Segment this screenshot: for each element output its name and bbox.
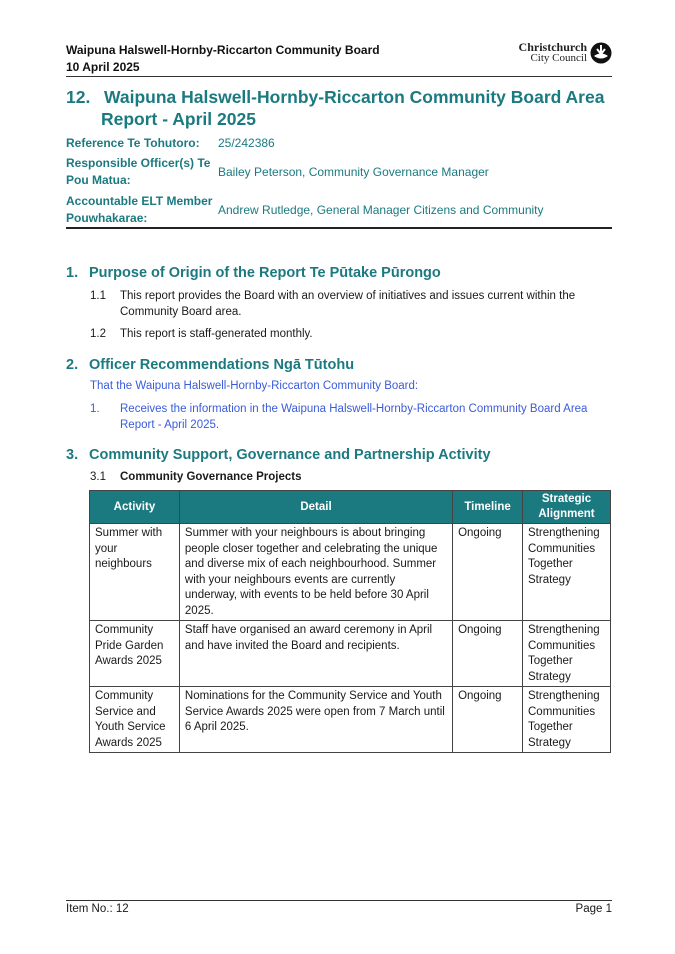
paragraph-text: This report provides the Board with an overview of initiatives and issues current within the Community Board area. [120,290,576,318]
section-3-heading [66,446,491,464]
section-3-title: Community Support, Governance and Partnership Activity [89,447,491,463]
report-title [66,86,612,130]
elt-value: Andrew Rutledge, General Manager Citizens and Community [218,202,544,217]
reference-label: Reference Te Tohutoro: [66,136,200,150]
section-1-heading [66,264,441,282]
page-number: Page 1 [575,903,612,915]
header-activity: Activity [90,491,180,524]
logo-line-2: City Council [530,52,587,64]
reference-value: 25/242386 [218,136,275,150]
page-header [66,42,612,76]
cell-timeline: Ongoing [453,524,523,621]
officer-value: Bailey Peterson, Community Governance Manager [218,164,489,179]
section-2-number: 2. [66,357,79,373]
item-number: Item No.: 12 [66,903,129,915]
cell-activity: Summer with your neighbours [90,524,180,621]
cell-alignment: Strengthening Communities Together Strategy [523,621,611,687]
paragraph-number: 1.2 [90,328,106,340]
officer-label: Responsible Officer(s) Te Pou Matua: [66,156,211,187]
elt-label: Accountable ELT Member Pouwhakarae: [66,194,213,225]
logo-line-1: Christchurch [518,40,587,54]
section-1-number: 1. [66,265,79,281]
header-divider [66,76,612,77]
recommendation-1 [90,401,610,433]
section-3-number: 3. [66,447,79,463]
section-2-heading [66,356,354,374]
cell-detail: Summer with your neighbours is about bringing people closer together and celebrating the unique and diverse mix of each neighbourhood. Summer with your neighbours events are currently underway, with events to be held before 30 April 2025. [179,524,452,621]
cell-activity: Community Service and Youth Service Awards 2025 [90,687,180,753]
cell-detail: Nominations for the Community Service and Youth Service Awards 2025 were open from 7 March until 6 April 2025. [179,687,452,753]
header-detail: Detail [179,491,452,524]
table-header-row [90,491,611,524]
header-timeline: Timeline [453,491,523,524]
table-row [90,524,611,621]
cell-timeline: Ongoing [453,621,523,687]
table-row [90,687,611,753]
meeting-date: 10 April 2025 [66,60,140,74]
report-title-line-1: Waipuna Halswell-Hornby-Riccarton Community Board Area [104,87,605,107]
council-emblem-icon [590,42,612,64]
paragraph-number: 1.1 [90,290,106,302]
recommendation-intro-text: That the Waipuna Halswell-Hornby-Riccarton Community Board: [90,380,419,392]
paragraph-1-1 [90,288,610,320]
report-number: 12. [66,87,91,107]
recommendation-intro [90,378,610,394]
report-title-line-2: Report - April 2025 [101,109,256,129]
subsection-3-1 [90,469,302,485]
header-strategic-alignment: Strategic Alignment [523,491,611,524]
subsection-title: Community Governance Projects [120,471,302,483]
table-row [90,621,611,687]
recommendation-text: Receives the information in the Waipuna Halswell-Hornby-Riccarton Community Board Area Report - April 2025. [120,403,588,431]
cell-alignment: Strengthening Communities Together Strategy [523,687,611,753]
recommendation-number: 1. [90,403,100,415]
meta-divider [66,227,612,229]
projects-table [89,490,611,753]
paragraph-1-2 [90,326,610,342]
cell-alignment: Strengthening Communities Together Strategy [523,524,611,621]
section-1-title: Purpose of Origin of the Report Te Pūtake Pūrongo [89,265,441,281]
council-logo [519,42,612,64]
section-2-title: Officer Recommendations Ngā Tūtohu [89,357,355,373]
paragraph-text: This report is staff-generated monthly. [120,328,313,340]
cell-activity: Community Pride Garden Awards 2025 [90,621,180,687]
footer-divider [66,900,612,901]
cell-detail: Staff have organised an award ceremony in April and have invited the Board and recipients. [179,621,452,687]
subsection-number: 3.1 [90,471,106,483]
cell-timeline: Ongoing [453,687,523,753]
board-name: Waipuna Halswell-Hornby-Riccarton Community Board [66,43,380,57]
report-meta [66,134,612,229]
